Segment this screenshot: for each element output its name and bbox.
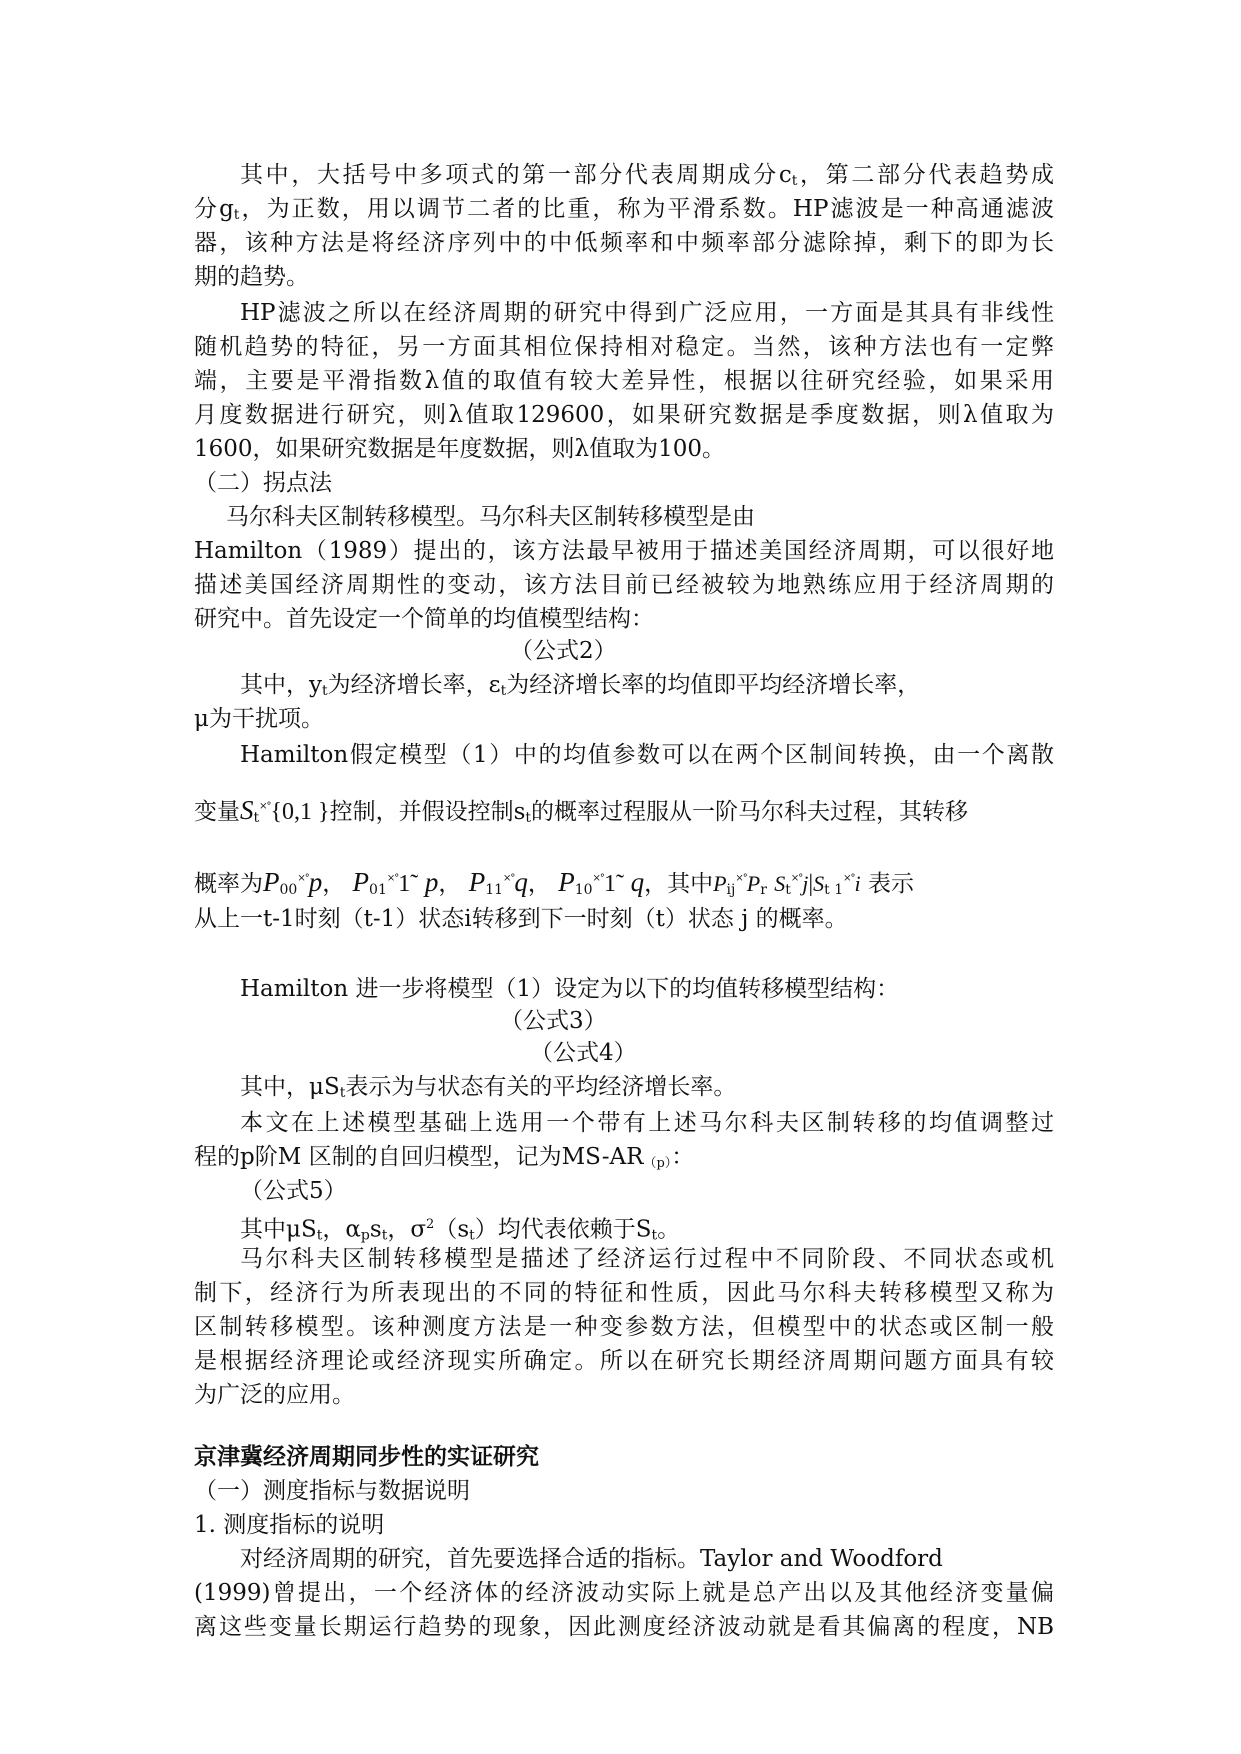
state-set: {0,1 }	[270, 799, 330, 825]
turning-para8-line3: 区制转移模型。该种测度方法是一种变参数方法，但模型中的状态或区制一般	[194, 1314, 1054, 1340]
turning-para8-line4: 是根据经济理论或经济现实所确定。所以在研究长期经济周期问题方面具有较	[194, 1348, 1054, 1374]
hp-para2-line3: 端，主要是平滑指数λ值的取值有较大差异性，根据以往研究经验，如果采用	[194, 368, 1054, 394]
turning-para7-line1: 其中$\mu S_t$，$\alpha_ps_t$，$\sigma^2(s_t)$均代表依赖于$S_t$。	[240, 1216, 681, 1244]
hp-para2-line1: HP滤波之所以在经济周期的研究中得到广泛应用，一方面是其具有非线性	[240, 300, 1054, 326]
turning-para3-line4: 从上一t-1时刻（t-1）状态i转移到下一时刻（t）状态 j 的概率。	[194, 906, 848, 932]
turning-para3-line1: Hamilton假定模型（1）中的均值参数可以在两个区制间转换，由一个离散	[240, 742, 1054, 768]
formula5-label: （公式5）	[240, 1178, 347, 1204]
turning-para1-line4: 研究中。首先设定一个简单的均值模型结构：	[194, 606, 654, 632]
turning-para3-line3: 概率为$P_{00}^{\times^\circ}p$， $P_{01}^{\times^\circ}1̃$ p， $P_{11}^{\times^\circ}q$， $P_{10}^{\times^\circ}1̃$ q，其中$P_{ij}^{\times^\circ}P_r$ $S_t^{\times^\circ}j|S_{t 1}^{\times^\circ}i$ 表示	[194, 867, 914, 898]
turning-para3-line2: 变量$S_t^{\times^\circ}\{0,1$ }控制，并假设控制$s_t$的概率过程服从一阶马尔科夫过程，其转移	[194, 795, 969, 826]
turning-para1-line2: Hamilton（1989）提出的，该方法最早被用于描述美国经济周期，可以很好地	[194, 538, 1054, 564]
formula2-label: （公式2）	[510, 638, 617, 664]
formula3-label: （公式3）	[500, 1008, 607, 1034]
turning-para6-line1: 本文在上述模型基础上选用一个带有上述马尔科夫区制转移的均值调整过	[240, 1110, 1054, 1136]
hp-para2-line2: 随机趋势的特征，另一方面其相位保持相对稳定。当然，该种方法也有一定弊	[194, 334, 1054, 360]
turning-para8-line1: 马尔科夫区制转移模型是描述了经济运行过程中不同阶段、不同状态或机	[240, 1246, 1054, 1272]
empirical-para1-line3: 离这些变量长期运行趋势的现象，因此测度经济波动就是看其偏离的程度，NB	[194, 1614, 1054, 1640]
hp-para1-line3: 器，该种方法是将经济序列中的中低频率和中频率部分滤除掉，剩下的即为长	[194, 230, 1054, 256]
turning-para1-line1: 马尔科夫区制转移模型。马尔科夫区制转移模型是由	[226, 504, 755, 530]
turning-para8-line2: 制下，经济行为所表现出的不同的特征和性质，因此马尔科夫转移模型又称为	[194, 1280, 1054, 1306]
empirical-subheading-1: （一）测度指标与数据说明	[194, 1478, 470, 1504]
turning-para2-line2: μ为干扰项。	[194, 706, 324, 732]
formula4-label: （公式4）	[530, 1040, 637, 1066]
state-variable-S: S	[240, 795, 254, 825]
empirical-subheading-2: 1. 测度指标的说明	[194, 1512, 385, 1538]
empirical-para1-line2: (1999)曾提出，一个经济体的经济波动实际上就是总产出以及其他经济变量偏	[194, 1580, 1054, 1606]
hp-para2-line4: 月度数据进行研究，则λ值取129600，如果研究数据是季度数据，则λ值取为	[194, 402, 1054, 428]
turning-para8-line5: 为广泛的应用。	[194, 1382, 355, 1408]
hp-para2-line5: 1600，如果研究数据是年度数据，则λ值取为100。	[194, 436, 726, 462]
hp-para1-line1: 其中，大括号中多项式的第一部分代表周期成分$c_t$，第二部分代表趋势成	[240, 162, 1054, 189]
hp-para1-line4: 期的趋势。	[194, 264, 309, 290]
turning-para4-line1: Hamilton 进一步将模型（1）设定为以下的均值转移模型结构：	[240, 976, 900, 1002]
turning-para2-line1: 其中，$y_t$为经济增长率，$\varepsilon_t$为经济增长率的均值即平均经济增长率，	[240, 672, 921, 699]
empirical-title: 京津冀经济周期同步性的实证研究	[194, 1443, 539, 1470]
turning-para1-line3: 描述美国经济周期性的变动，该方法目前已经被较为地熟练应用于经济周期的	[194, 572, 1054, 598]
empirical-para1-line1: 对经济周期的研究，首先要选择合适的指标。Taylor and Woodford	[240, 1546, 943, 1572]
hp-para1-line2: 分$g_t$，为正数，用以调节二者的比重，称为平滑系数。HP滤波是一种高通滤波	[194, 196, 1054, 223]
turning-para5-line1: 其中，$\mu S_t$表示为与状态有关的平均经济增长率。	[240, 1074, 737, 1101]
turning-heading: （二）拐点法	[194, 470, 332, 496]
turning-para6-line2: 程的p阶M 区制的自回归模型，记为$MS-AR_{(p)}$：	[194, 1144, 695, 1171]
